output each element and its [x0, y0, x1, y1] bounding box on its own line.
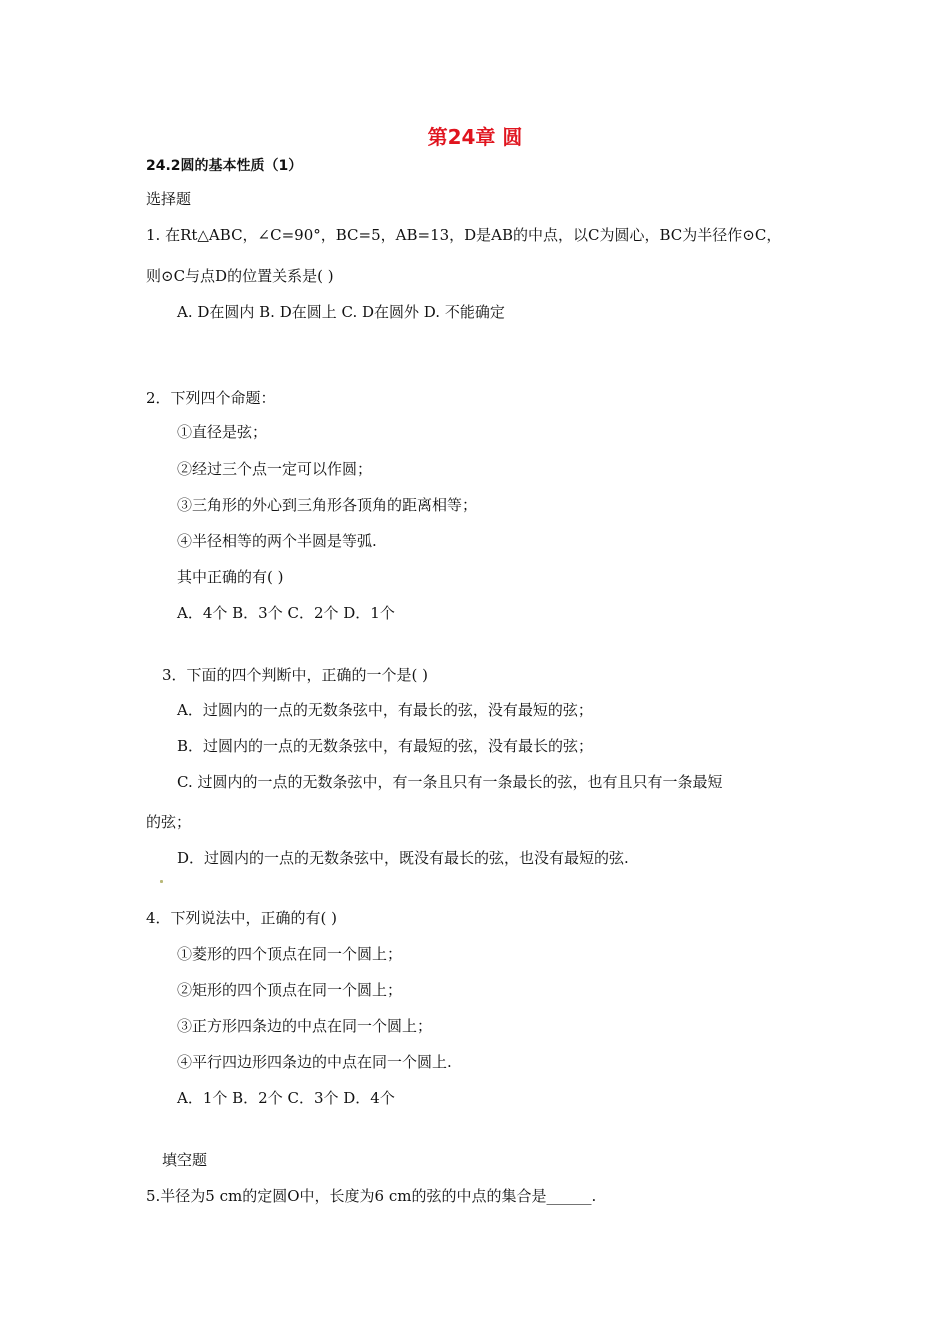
chapter-title: 第24章 圆 — [427, 125, 523, 149]
q3-stem: 3．下面的四个判断中，正确的一个是( ) — [162, 666, 429, 684]
q5-stem: 5.半径为5 cm的定圆O中，长度为6 cm的弦的中点的集合是______. — [146, 1187, 597, 1205]
q4-options: A．1个 B．2个 C．3个 D．4个 — [177, 1089, 395, 1107]
q3-option-c-line1: C. 过圆内的一点的无数条弦中，有一条且只有一条最长的弦，也有且只有一条最短 — [177, 773, 723, 791]
speck-mark — [160, 880, 163, 883]
section-heading: 24.2圆的基本性质（1） — [146, 158, 303, 174]
q3-option-c-line2: 的弦； — [146, 813, 192, 831]
q2-stem: 2．下列四个命题： — [146, 389, 276, 407]
q2-item: ④半径相等的两个半圆是等弧. — [177, 532, 377, 550]
choice-section-label: 选择题 — [146, 190, 192, 208]
q2-item: ③三角形的外心到三角形各顶角的距离相等； — [177, 496, 478, 514]
q1-stem-line1: 1. 在Rt△ABC，∠C=90°，BC=5，AB=13，D是AB的中点，以C为圆心，BC为半径作⊙C， — [146, 226, 782, 244]
q1-stem-line2: 则⊙C与点D的位置关系是( ) — [146, 267, 334, 285]
q2-options: A．4个 B．3个 C．2个 D．1个 — [177, 604, 395, 622]
q1-options: A. D在圆内 B. D在圆上 C. D在圆外 D. 不能确定 — [177, 303, 505, 321]
q4-item: ④平行四边形四条边的中点在同一个圆上. — [177, 1053, 452, 1071]
fill-section-label: 填空题 — [162, 1151, 208, 1169]
q2-item: ①直径是弦； — [177, 423, 268, 441]
q3-option-a: A．过圆内的一点的无数条弦中，有最长的弦，没有最短的弦； — [177, 701, 593, 719]
q3-option-b: B．过圆内的一点的无数条弦中，有最短的弦，没有最长的弦； — [177, 737, 594, 755]
q4-item: ①菱形的四个顶点在同一个圆上； — [177, 945, 403, 963]
q2-ask: 其中正确的有( ) — [177, 568, 284, 586]
q2-item: ②经过三个点一定可以作圆； — [177, 460, 373, 478]
q4-item: ②矩形的四个顶点在同一个圆上； — [177, 981, 403, 999]
q4-item: ③正方形四条边的中点在同一个圆上； — [177, 1017, 433, 1035]
q3-option-d: D．过圆内的一点的无数条弦中，既没有最长的弦，也没有最短的弦. — [177, 849, 629, 867]
q4-stem: 4．下列说法中，正确的有( ) — [146, 909, 338, 927]
